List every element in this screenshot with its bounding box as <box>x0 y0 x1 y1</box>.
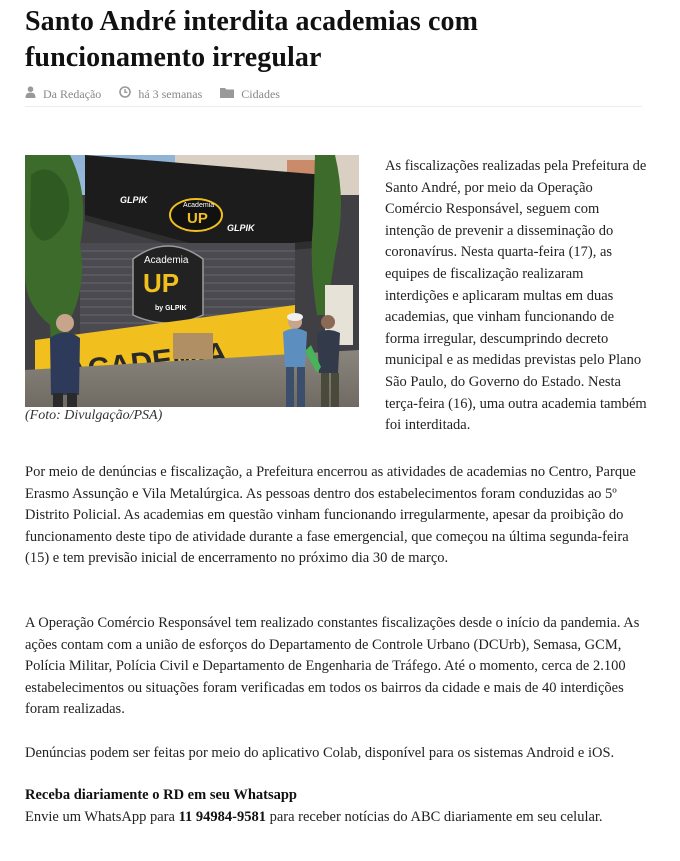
whatsapp-cta-text <box>25 809 603 826</box>
publish-time: há 3 semanas <box>138 86 203 101</box>
cta-text-after: para receber notícias do ABC diariamente em seu celular. <box>265 809 603 825</box>
article-photo <box>25 155 359 407</box>
article-title: Santo André interdita academias com funcionamento irregular <box>25 6 479 73</box>
paragraph-3: A Operação Comércio Responsável tem realizado constantes fiscalizações desde o início da pandemia. As ações contam com a união de esforços do Departamento de Controle Urbano (DCUrb), Semasa, GCM, Polícia Militar, Polícia Civil e Departamento de Engenharia de Tráfego. Até o momento, cerca de 2.100 estabelecimentos ou situações foram verificadas em todos os bairros da cidade e mais de 40 interdições foram realizadas. <box>25 615 640 718</box>
paragraph-2: Por meio de denúncias e fiscalização, a Prefeitura encerrou as atividades de academias no Centro, Parque Erasmo Assunção e Vila Metalúrgica. As pessoas dentro dos estabelecimentos foram conduzidas ao 5º Distrito Policial. As academias em questão vinham funcionando irregularmente, apesar da proibição do funcionamento deste tipo de atividade durante a fase emergencial, que começou na última segunda-feira (15) e tem previsão inicial de encerramento no próximo dia 30 de março. <box>25 464 636 567</box>
whatsapp-cta-title: Receba diariamente o RD em seu Whatsapp <box>25 787 297 803</box>
user-icon <box>25 86 43 102</box>
folder-icon <box>220 87 241 102</box>
category-link[interactable]: Cidades <box>241 86 280 101</box>
meta-time <box>119 86 202 102</box>
sign-logo-small: Academia <box>183 202 215 209</box>
paragraph-4: Denúncias podem ser feitas por meio do aplicativo Colab, disponível para os sistemas Android e iOS. <box>25 745 615 761</box>
shutter-logo-by: by GLPIK <box>155 305 187 312</box>
paragraph-1: As fiscalizações realizadas pela Prefeitura de Santo André, por meio da Operação Comércio Responsável, seguem com intenção de prevenir a disseminação do coronavírus. Nesta quarta-feira (17), as equipes de fiscalização realizaram interdições e aplicaram multas em duas academias, que vinham funcionando de forma irregular, descumprindo decreto municipal e as medidas previstas pelo Plano São Paulo, do Governo do Estado. Nesta terça-feira (16), uma outra academia também foi interditada. <box>385 158 647 434</box>
meta-author <box>25 86 101 102</box>
shutter-logo-small: Academia <box>144 255 189 266</box>
clock-icon <box>119 86 138 102</box>
meta-category <box>220 87 280 102</box>
article-meta <box>25 86 298 102</box>
sign-logo-big: UP <box>187 210 208 227</box>
photo-caption: (Foto: Divulgação/PSA) <box>25 408 163 423</box>
cta-text-before: Envie um WhatsApp para <box>25 809 179 825</box>
whatsapp-phone: 11 94984-9581 <box>178 809 266 825</box>
shutter-logo-big: UP <box>143 268 180 298</box>
sign-brand-left: GLPIK <box>120 195 148 205</box>
meta-divider <box>25 106 642 107</box>
sign-brand-right: GLPIK <box>227 223 255 233</box>
author-link[interactable]: Da Redação <box>43 86 102 101</box>
